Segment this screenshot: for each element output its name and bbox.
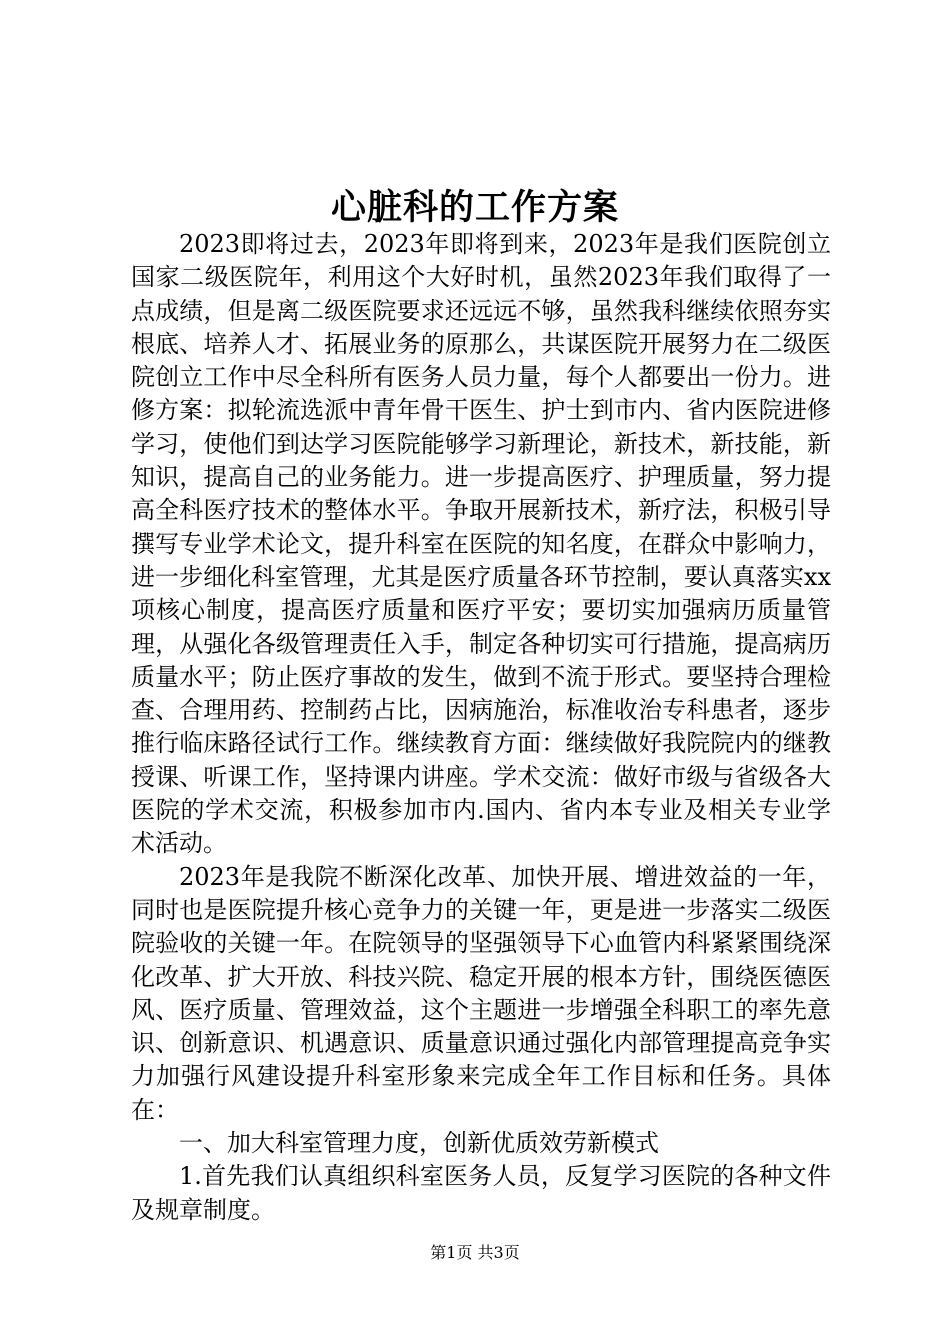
body-paragraph-2: 2023年是我院不断深化改革、加快开展、增进效益的一年，同时也是医院提升核心竞争力的关键一年，更是进一步落实二级医院验收的关键一年。在院领导的坚强领导下心血管内科紧紧围绕深化改革、扩大开放、科技兴院、稳定开展的根本方针，围绕医德医风、医疗质量、管理效益，这个主题进一步增强全科职工的率先意识、创新意识、机遇意识、质量意识通过强化内部管理提高竞争实力加强行风建设提升科室形象来完成全年工作目标和任务。具体在： (131, 862, 831, 1124)
document-body (131, 228, 831, 1227)
body-paragraph-1: 2023即将过去，2023年即将到来，2023年是我们医院创立国家二级医院年，利用这个大好时机，虽然2023年我们取得了一点成绩，但是离二级医院要求还远远不够，虽然我科继续依照夯实根底、培养人才、拓展业务的原那么，共谋医院开展努力在二级医院创立工作中尽全科所有医务人员力量，每个人都要出一份力。进修方案：拟轮流选派中青年骨干医生、护士到市内、省内医院进修学习，使他们到达学习医院能够学习新理论，新技术，新技能，新知识，提高自己的业务能力。进一步提高医疗、护理质量，努力提高全科医疗技术的整体水平。争取开展新技术，新疗法，积极引导撰写专业学术论文，提升科室在医院的知名度，在群众中影响力，进一步细化科室管理，尤其是医疗质量各环节控制，要认真落实xx项核心制度，提高医疗质量和医疗平安；要切实加强病历质量管理，从强化各级管理责任入手，制定各种切实可行措施，提高病历质量水平；防止医疗事故的发生，做到不流于形式。要坚持合理检查、合理用药、控制药占比，因病施治，标准收治专科患者，逐步推行临床路径试行工作。继续教育方面：继续做好我院院内的继教授课、听课工作，坚持课内讲座。学术交流：做好市级与省级各大医院的学术交流，积极参加市内.国内、省内本专业及相关专业学术活动。 (131, 230, 831, 858)
section-heading-1: 一、加大科室管理力度，创新优质效劳新模式 (179, 1129, 659, 1158)
page-footer: 第1页 共3页 (430, 1243, 520, 1262)
document-title: 心脏科的工作方案 (330, 187, 619, 228)
body-paragraph-3: 1.首先我们认真组织科室医务人员，反复学习医院的各种文件及规章制度。 (131, 1162, 831, 1224)
